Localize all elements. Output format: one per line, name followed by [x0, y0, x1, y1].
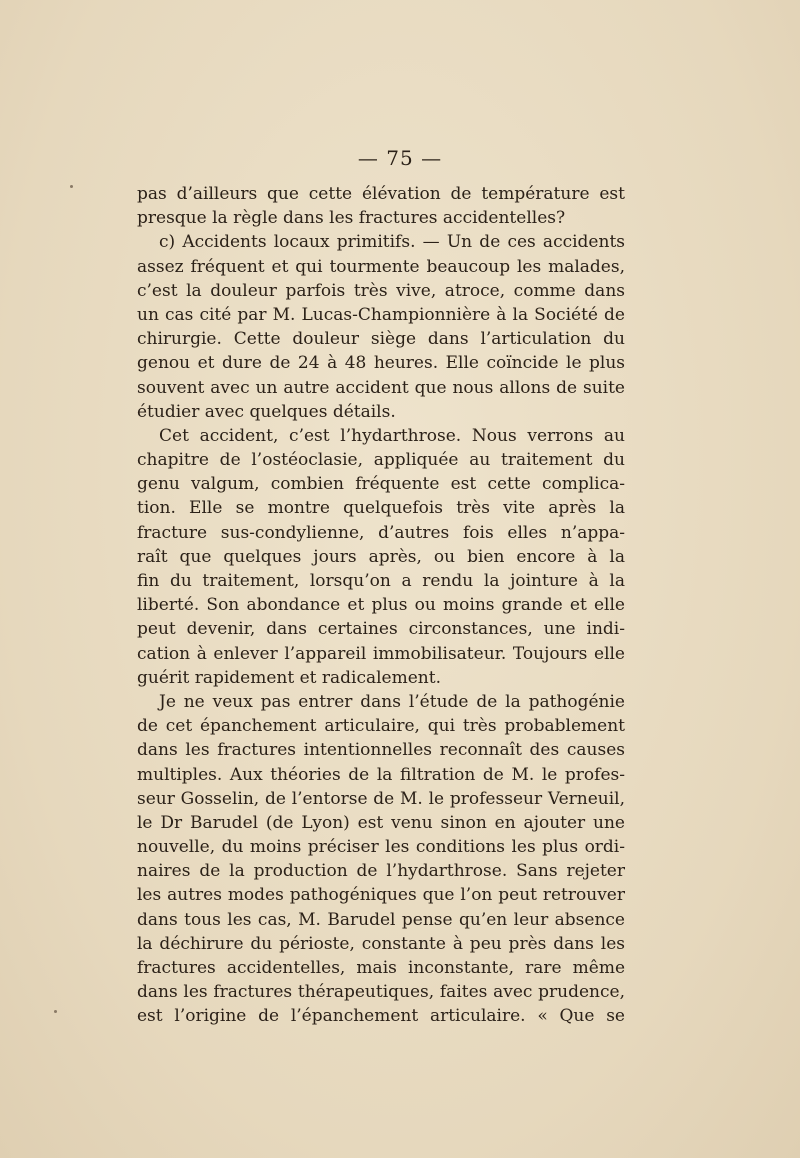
text-line: dans les fractures intentionnelles reconnaît des causes — [137, 740, 625, 761]
text-line: fin du traitement, lorsqu’on a rendu la jointure à la — [137, 571, 625, 591]
text-line: fractures accidentelles, mais inconstante, rare même — [137, 958, 625, 978]
text-line: le Dr Barudel (de Lyon) est venu sinon en ajouter une — [137, 812, 625, 833]
text-line: c) Accidents locaux primitifs. — Un de ces accidents — [159, 232, 625, 253]
text-line: multiples. Aux théories de la filtration de M. le profes- — [137, 764, 625, 785]
text-line: Je ne veux pas entrer dans l’étude de la pathogénie — [159, 691, 625, 712]
text-line: genou et dure de 24 à 48 heures. Elle coïncide le plus — [137, 353, 625, 374]
text-line: guérit rapidement et radicalement. — [137, 667, 441, 688]
paper-speck — [54, 1010, 57, 1013]
text-line: souvent avec un autre accident que nous allons de suite — [137, 377, 625, 398]
text-line: cation à enlever l’appareil immobilisateur. Toujours elle — [137, 643, 625, 664]
text-line: de cet épanchement articulaire, qui très probablement — [137, 716, 625, 737]
text-line: assez fréquent et qui tourmente beaucoup les malades, — [137, 256, 625, 277]
text-line: dans tous les cas, M. Barudel pense qu’en leur absence — [137, 909, 625, 930]
text-line: dans les fractures thérapeutiques, faites avec prudence, — [137, 982, 625, 1003]
text-line: pas d’ailleurs que cette élévation de température est — [137, 184, 625, 204]
text-line: fracture sus-condylienne, d’autres fois elles n’appa- — [137, 522, 625, 543]
text-line: c’est la douleur parfois très vive, atroce, comme dans — [137, 280, 625, 301]
text-line: peut devenir, dans certaines circonstances, une indi- — [137, 619, 625, 640]
text-line: chapitre de l’ostéoclasie, appliquée au traitement du — [137, 450, 625, 471]
text-line: les autres modes pathogéniques que l’on peut retrouver — [137, 885, 625, 906]
text-line: genu valgum, combien fréquente est cette complica- — [137, 474, 625, 495]
text-line: un cas cité par M. Lucas-Championnière à la Société de — [137, 304, 625, 325]
text-line: étudier avec quelques détails. — [137, 401, 396, 422]
paper-speck — [70, 185, 73, 188]
text-line: est l’origine de l’épanchement articulaire. « Que se — [137, 1006, 625, 1027]
text-line: nouvelle, du moins préciser les conditions les plus ordi- — [137, 837, 625, 858]
text-line: chirurgie. Cette douleur siège dans l’articulation du — [137, 329, 625, 350]
text-line: presque la règle dans les fractures accidentelles? — [137, 208, 566, 229]
text-line: la déchirure du périoste, constante à peu près dans les — [137, 933, 625, 954]
text-line: raît que quelques jours après, ou bien encore à la — [137, 546, 625, 567]
text-line: seur Gosselin, de l’entorse de M. le professeur Verneuil, — [137, 788, 625, 809]
text-line: Cet accident, c’est l’hydarthrose. Nous verrons au — [159, 425, 625, 446]
page-number: — 75 — — [357, 146, 443, 170]
body-text — [137, 182, 625, 1029]
text-line: liberté. Son abondance et plus ou moins grande et elle — [137, 595, 625, 616]
text-line: tion. Elle se montre quelquefois très vite après la — [137, 498, 625, 519]
text-line: naires de la production de l’hydarthrose. Sans rejeter — [137, 861, 625, 882]
